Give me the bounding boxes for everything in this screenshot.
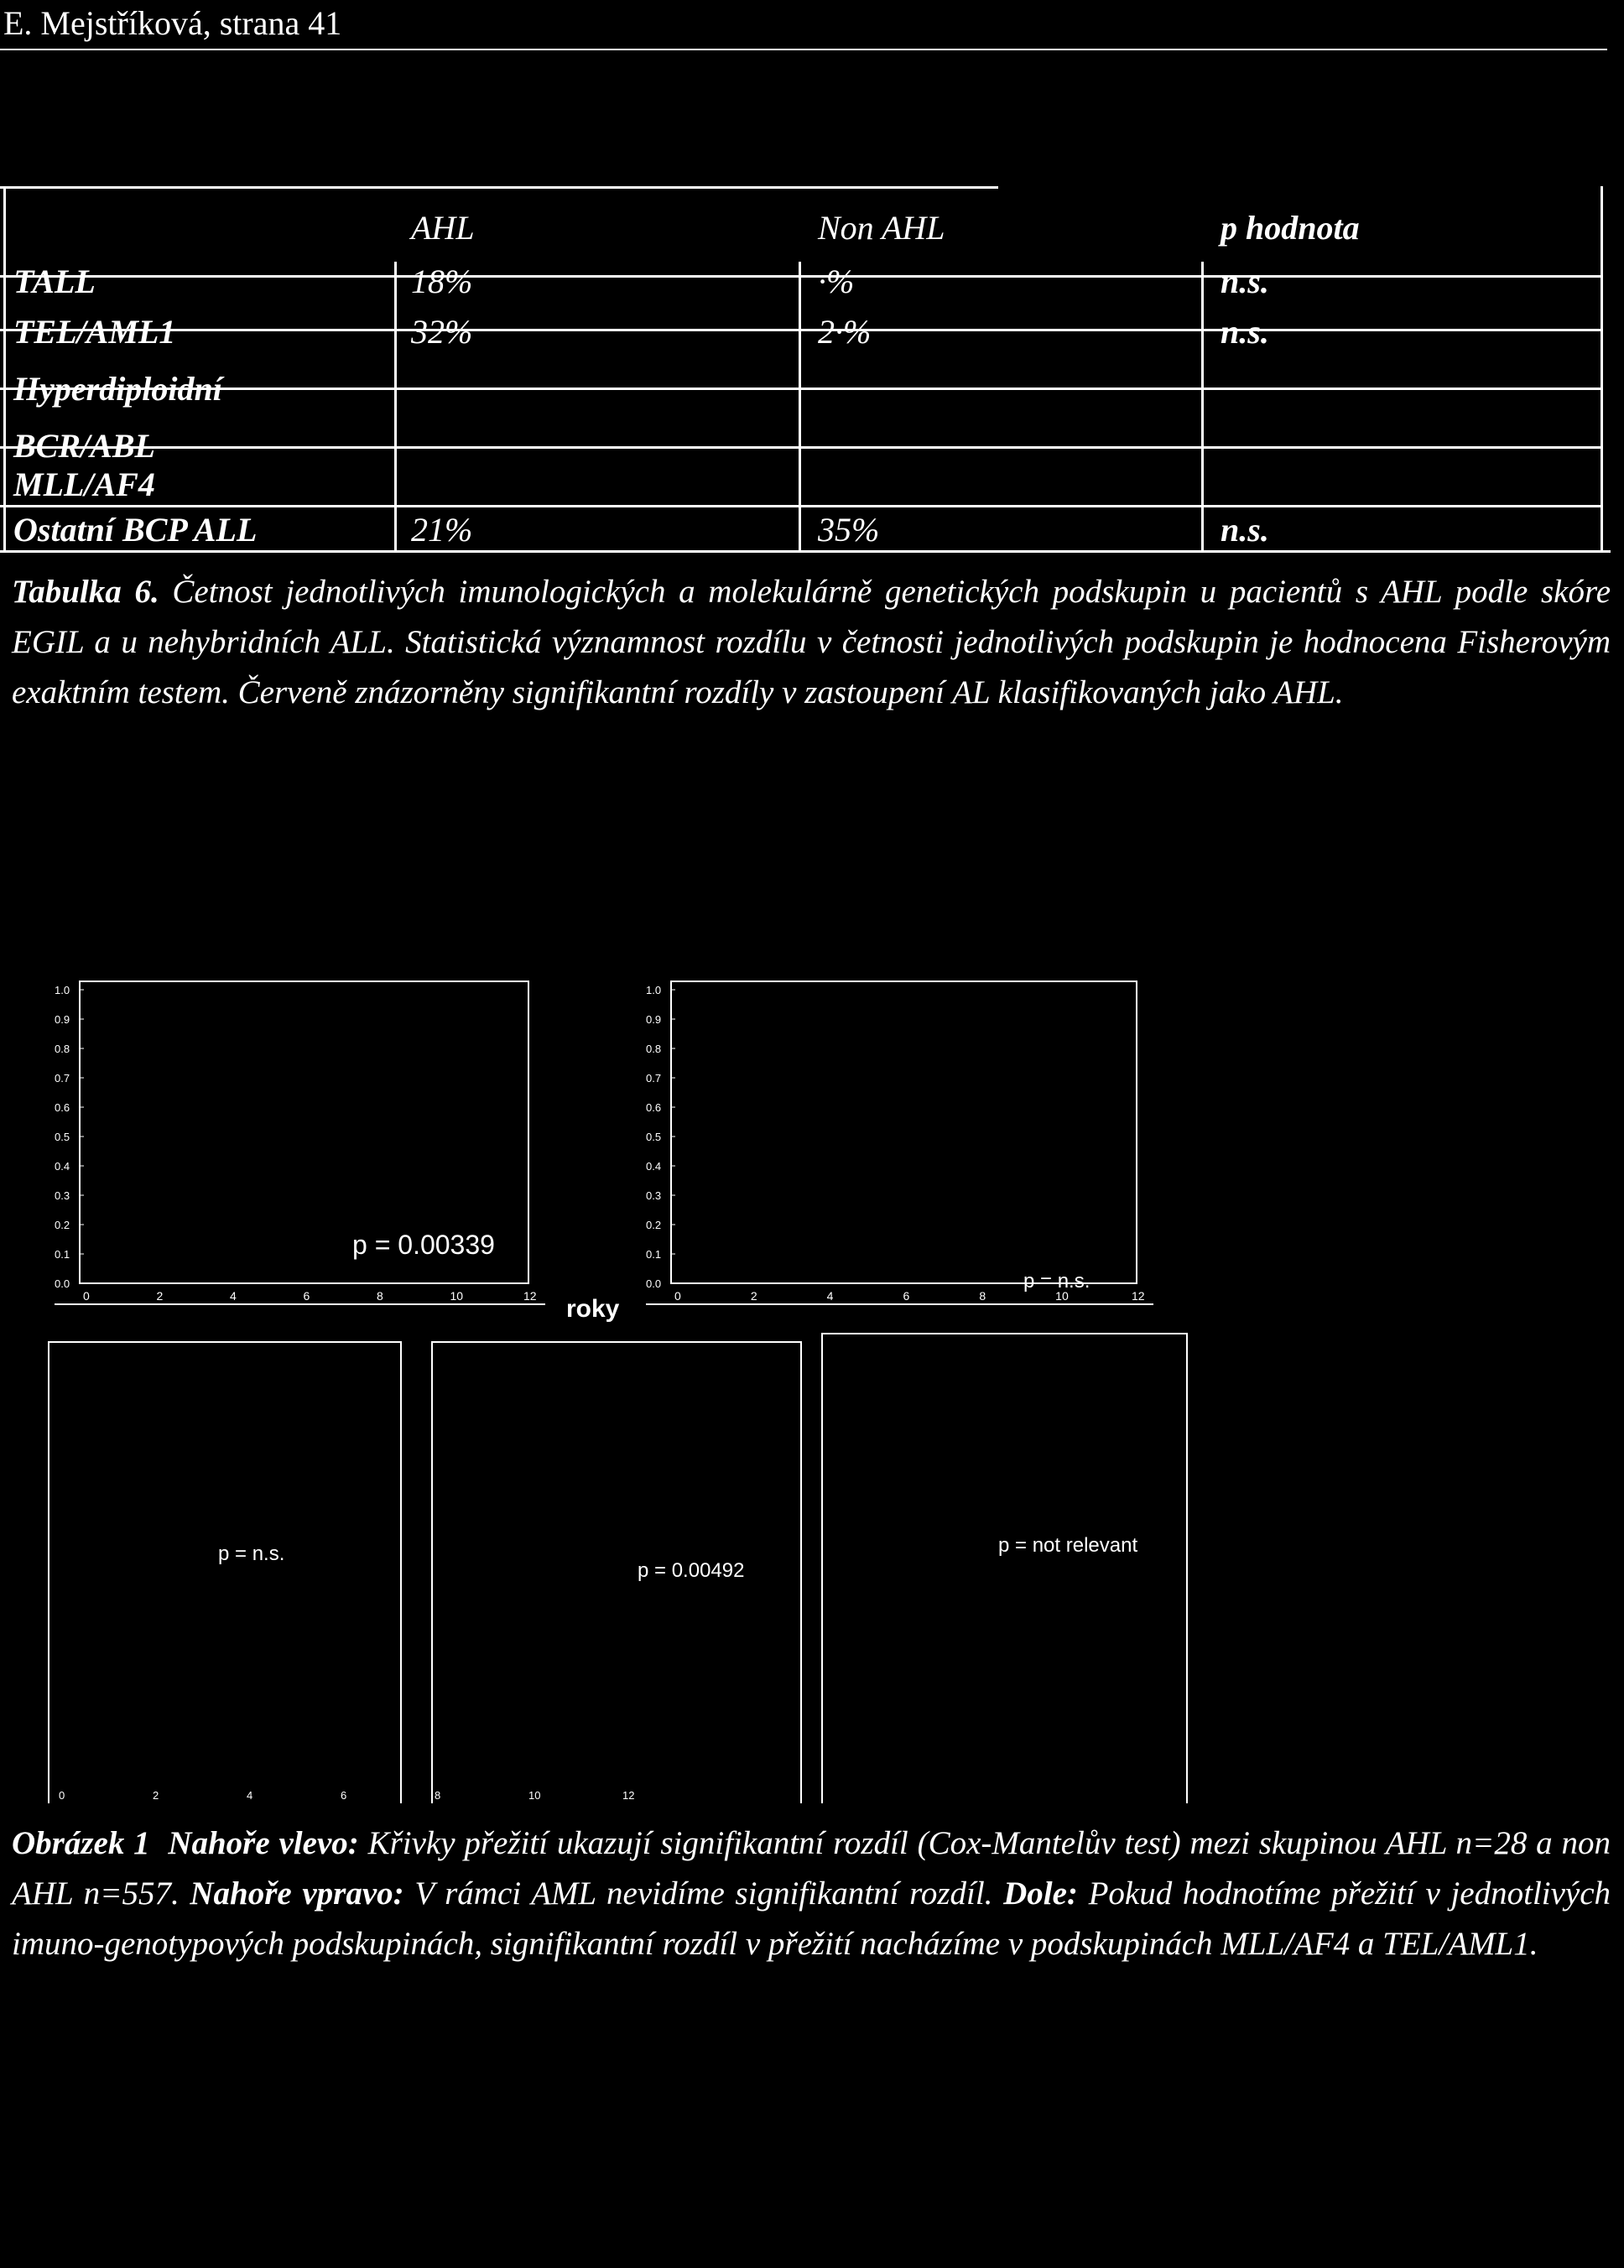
y-tick-label: 0.9 [646,1013,662,1026]
x-tick-label: 8 [435,1789,441,1802]
y-tick-label: 0.2 [55,1219,70,1231]
figure-caption-label: Obrázek 1 [12,1825,150,1861]
row-label: TEL/AML1 [13,313,176,351]
y-tick-label: 0.7 [646,1072,662,1085]
x-tick-label: 6 [341,1789,347,1802]
cell-ahl: 32% [411,313,473,351]
cell-non-ahl: ·% [818,263,855,300]
y-tick-label: 0.7 [55,1072,70,1085]
x-tick-label: 10 [450,1289,464,1303]
results-table [0,186,1611,555]
y-tick-label: 1.0 [646,984,662,996]
table-bottom-rule [0,550,1611,553]
table-col-rule [1601,186,1603,553]
figure-caption [12,1818,1611,1969]
y-tick-label: 0.3 [646,1189,662,1202]
table-col-rule [799,262,801,553]
y-tick-label: 0.6 [646,1101,662,1114]
y-tick-label: 0.0 [646,1277,662,1290]
bottom-label: Dole: [1003,1875,1078,1912]
x-tick-label: 2 [750,1289,757,1303]
x-tick-label: 6 [303,1289,310,1303]
cell-ahl: 18% [411,263,473,300]
y-tick-label: 0.2 [646,1219,662,1231]
p-value-annotation: p = 0.00339 [352,1230,495,1260]
y-tick-label: 0.1 [646,1248,662,1261]
x-tick-label: 0 [59,1789,65,1802]
y-tick-label: 0.8 [646,1043,662,1055]
y-tick-label: 0.0 [55,1277,70,1290]
header-rule [0,49,1607,50]
x-tick-label: 8 [979,1289,986,1303]
table-caption-text: Četnost jednotlivých imunologických a molekulárně genetických podskupin u pacientů s AHL podle skóre EGIL a u nehybridních ALL. Statistická významnost rozdílu v četnosti jednotlivých podskupin je hodnocena Fisherovým exaktním testem. Červeně znázorněny signifikantní rozdíly v zastoupení AL klasifikovaných jako AHL. [12,574,1611,710]
top-left-text: Křivky přežití ukazují signifikantní rozdíl (Cox-Mantelův test) mezi skupinou AHL n=28 a non AHL n=557. [12,1825,1611,1912]
y-tick-label: 0.9 [55,1013,70,1026]
table-rule [0,388,1602,390]
x-tick-label: 12 [622,1789,635,1802]
cell-ahl: 21% [411,511,473,549]
cell-p: n.s. [1221,263,1269,300]
figure-charts [0,948,1624,1803]
col-header-p-value: p hodnota [1221,209,1360,247]
table-col-rule [1201,262,1204,553]
x-tick-label: 0 [674,1289,681,1303]
table-rule [0,505,1602,507]
x-tick-label: 2 [153,1789,159,1802]
row-label: Hyperdiploidní [13,370,222,408]
top-right-label: Nahoře vpravo: [190,1875,404,1912]
x-tick-label: 8 [377,1289,383,1303]
p-value-annotation: p = n.s. [218,1542,285,1565]
table-rule [0,275,1602,278]
plot-frame [822,1334,1187,1803]
table-col-rule [3,186,6,553]
x-tick-label: 10 [528,1789,541,1802]
row-label: MLL/AF4 [13,466,155,503]
cell-p: n.s. [1221,511,1269,549]
x-tick-label: 0 [83,1289,90,1303]
x-axis-label: roky [566,1295,620,1323]
row-label: TALL [13,263,96,300]
top-right-text: V rámci AML nevidíme signifikantní rozdíl. [414,1875,993,1912]
p-value-annotation: p = not relevant [998,1534,1138,1557]
x-tick-label: 4 [826,1289,834,1303]
cell-p: n.s. [1221,313,1269,351]
bottom-text: Pokud hodnotíme přežití v jednotlivých imuno-genotypových podskupinách, signifikantní rozdíl v přežití nacházíme v podskupinách MLL/AF4 a TEL/AML1. [12,1875,1611,1962]
y-tick-label: 0.6 [55,1101,70,1114]
y-tick-label: 0.4 [55,1160,70,1173]
table-rule [0,329,1602,331]
plot-frame [671,981,1137,1283]
x-tick-label: 6 [903,1289,910,1303]
table-rule [0,446,1602,449]
y-tick-label: 0.5 [55,1131,70,1143]
y-tick-label: 0.5 [646,1131,662,1143]
row-label: BCR/ABL [13,427,155,465]
x-tick-label: 2 [156,1289,164,1303]
y-tick-label: 0.1 [55,1248,70,1261]
col-header-non-ahl: Non AHL [818,209,945,247]
top-left-label: Nahoře vlevo: [168,1825,359,1861]
x-tick-label: 10 [1055,1289,1069,1303]
row-label: Ostatní BCP ALL [13,511,258,549]
cell-non-ahl: 35% [818,511,880,549]
p-value-annotation: p = 0.00492 [638,1559,745,1582]
plot-frame [49,1342,401,1803]
x-tick-label: 12 [1132,1289,1145,1303]
x-tick-label: 12 [523,1289,537,1303]
plot-frame [432,1342,801,1803]
x-tick-label: 4 [247,1789,253,1802]
y-tick-label: 1.0 [55,984,70,996]
table-caption [12,567,1611,718]
p-value-annotation: p = n.s. [1023,1270,1090,1293]
x-tick-label: 4 [230,1289,237,1303]
col-header-ahl: AHL [411,209,475,247]
page-header: E. Mejstříková, strana 41 [3,4,342,42]
y-tick-label: 0.8 [55,1043,70,1055]
y-tick-label: 0.3 [55,1189,70,1202]
y-tick-label: 0.4 [646,1160,662,1173]
table-caption-label: Tabulka 6. [12,574,159,610]
table-top-rule [0,186,998,189]
table-col-rule [394,262,397,553]
cell-non-ahl: 2·% [818,313,872,351]
